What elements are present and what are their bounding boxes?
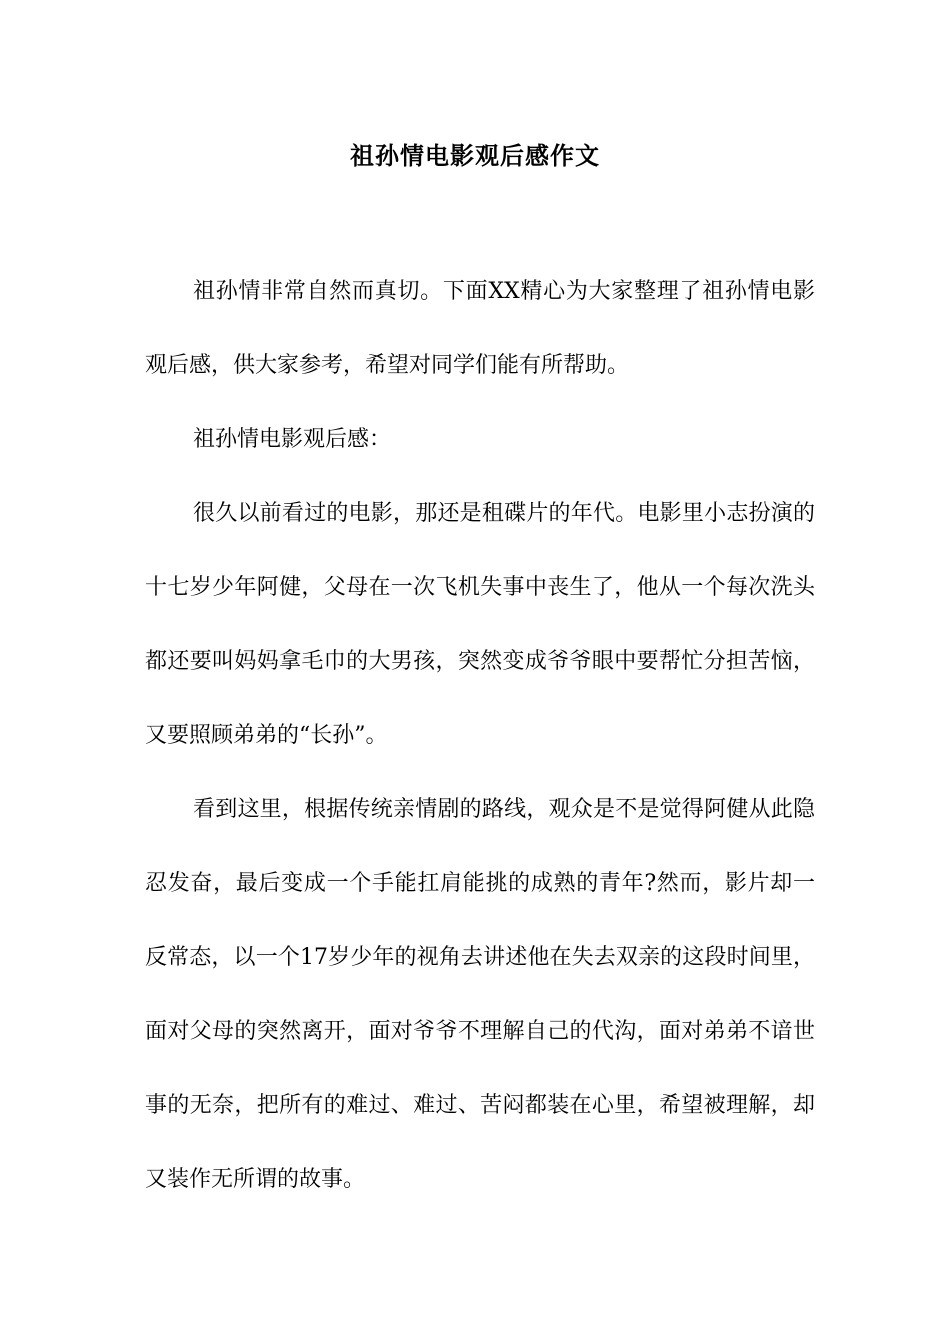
document-body [145,255,815,1217]
paragraph-heading: 祖孙情电影观后感： [193,427,392,452]
document-title: 祖孙情电影观后感作文 [350,141,600,170]
paragraph-intro: 祖孙情非常自然而真切。下面XX精心为大家整理了祖孙情电影观后感，供大家参考，希望对同学们能有所帮助。 [145,279,815,378]
paragraph-story: 很久以前看过的电影，那还是租碟片的年代。电影里小志扮演的十七岁少年阿健，父母在一次飞机失事中丧生了，他从一个每次洗头都还要叫妈妈拿毛巾的大男孩，突然变成爷爷眼中要帮忙分担苦恼，又要照顾弟弟的“长孙”。 [145,501,815,748]
paragraph-reflection: 看到这里，根据传统亲情剧的路线，观众是不是觉得阿健从此隐忍发奋，最后变成一个手能扛肩能挑的成熟的青年?然而，影片却一反常态，以一个17岁少年的视角去讲述他在失去双亲的这段时间里，面对父母的突然离开，面对爷爷不理解自己的代沟，面对弟弟不谙世事的无奈，把所有的难过、难过、苦闷都装在心里，希望被理解，却又装作无所谓的故事。 [145,797,815,1192]
